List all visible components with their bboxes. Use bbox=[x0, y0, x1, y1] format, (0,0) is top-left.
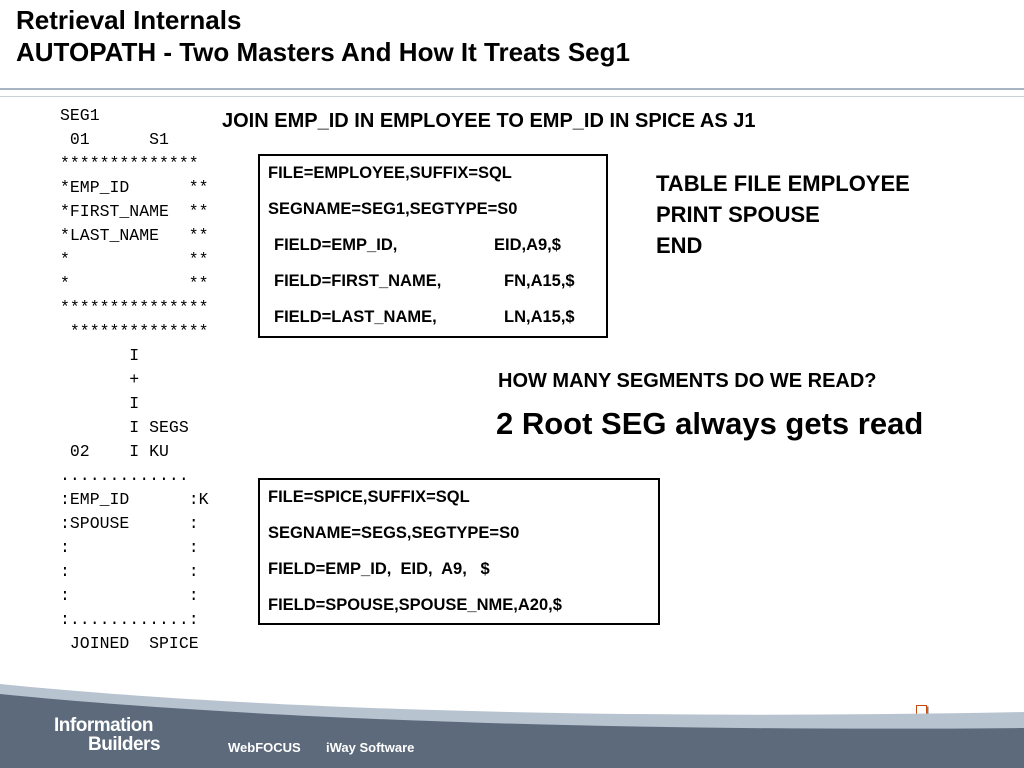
diagram-line: ************** bbox=[60, 154, 199, 173]
diagram-line: 01 S1 bbox=[60, 130, 169, 149]
employee-field-first-name: FIELD=FIRST_NAME, bbox=[274, 272, 442, 290]
table-request-line2: PRINT SPOUSE bbox=[656, 202, 820, 227]
employee-field-last-name-attrs: LN,A15,$ bbox=[504, 308, 575, 326]
spice-segname-line: SEGNAME=SEGS,SEGTYPE=S0 bbox=[268, 524, 520, 542]
information-builders-logo bbox=[54, 716, 160, 754]
diagram-line: *LAST_NAME ** bbox=[60, 226, 209, 245]
diagram-line: ************** bbox=[60, 322, 209, 341]
diagram-line: : : bbox=[60, 538, 199, 557]
diagram-line: ............. bbox=[60, 466, 189, 485]
employee-field-first-name-attrs: FN,A15,$ bbox=[504, 272, 575, 290]
employee-field-last-name: FIELD=LAST_NAME, bbox=[274, 308, 437, 326]
diagram-line: *EMP_ID ** bbox=[60, 178, 209, 197]
segment-structure-diagram bbox=[60, 104, 209, 656]
table-request-line3: END bbox=[656, 233, 703, 258]
diagram-line: I bbox=[60, 346, 140, 365]
spice-field-spouse: FIELD=SPOUSE,SPOUSE_NME,A20,$ bbox=[268, 596, 562, 614]
segments-answer: 2 Root SEG always gets read bbox=[496, 406, 924, 441]
employee-master-file-box bbox=[258, 154, 608, 338]
employee-segname-line: SEGNAME=SEG1,SEGTYPE=S0 bbox=[268, 200, 518, 218]
spice-file-line: FILE=SPICE,SUFFIX=SQL bbox=[268, 488, 470, 506]
spice-master-file-box bbox=[258, 478, 660, 625]
title-divider bbox=[0, 88, 1024, 90]
logo-line2: Builders bbox=[88, 734, 161, 755]
diagram-line: *************** bbox=[60, 298, 209, 317]
diagram-line: * ** bbox=[60, 250, 209, 269]
diagram-line: :EMP_ID :K bbox=[60, 490, 209, 509]
diagram-line: JOINED SPICE bbox=[60, 634, 199, 653]
diagram-line: + bbox=[60, 370, 140, 389]
diagram-line: :............: bbox=[60, 610, 199, 629]
diagram-line: I SEGS bbox=[60, 418, 189, 437]
join-statement: JOIN EMP_ID IN EMPLOYEE TO EMP_ID IN SPICE AS J1 bbox=[222, 110, 756, 132]
diagram-line: : : bbox=[60, 586, 199, 605]
diagram-line: * ** bbox=[60, 274, 209, 293]
logo-line1: Information bbox=[54, 715, 153, 736]
employee-field-emp-id: FIELD=EMP_ID, bbox=[274, 236, 398, 254]
slide-title-line1: Retrieval Internals bbox=[16, 5, 242, 35]
diagram-line: *FIRST_NAME ** bbox=[60, 202, 209, 221]
diagram-line: : : bbox=[60, 562, 199, 581]
diagram-line: :SPOUSE : bbox=[60, 514, 199, 533]
slide-title bbox=[16, 4, 630, 68]
table-request-line1: TABLE FILE EMPLOYEE bbox=[656, 171, 910, 196]
footer-link-iway: iWay Software bbox=[326, 740, 415, 755]
slide-title-line2: AUTOPATH - Two Masters And How It Treats Seg1 bbox=[16, 37, 630, 67]
diagram-line: 02 I KU bbox=[60, 442, 169, 461]
employee-field-emp-id-attrs: EID,A9,$ bbox=[494, 236, 561, 254]
segments-question: HOW MANY SEGMENTS DO WE READ? bbox=[498, 370, 877, 392]
spice-field-emp-id: FIELD=EMP_ID, EID, A9, $ bbox=[268, 560, 490, 578]
diagram-line: SEG1 bbox=[60, 106, 100, 125]
employee-file-line: FILE=EMPLOYEE,SUFFIX=SQL bbox=[268, 164, 512, 182]
table-request-code bbox=[656, 168, 910, 261]
title-divider-thin bbox=[0, 96, 1024, 97]
footer-link-webfocus: WebFOCUS bbox=[228, 740, 301, 755]
diagram-line: I bbox=[60, 394, 140, 413]
